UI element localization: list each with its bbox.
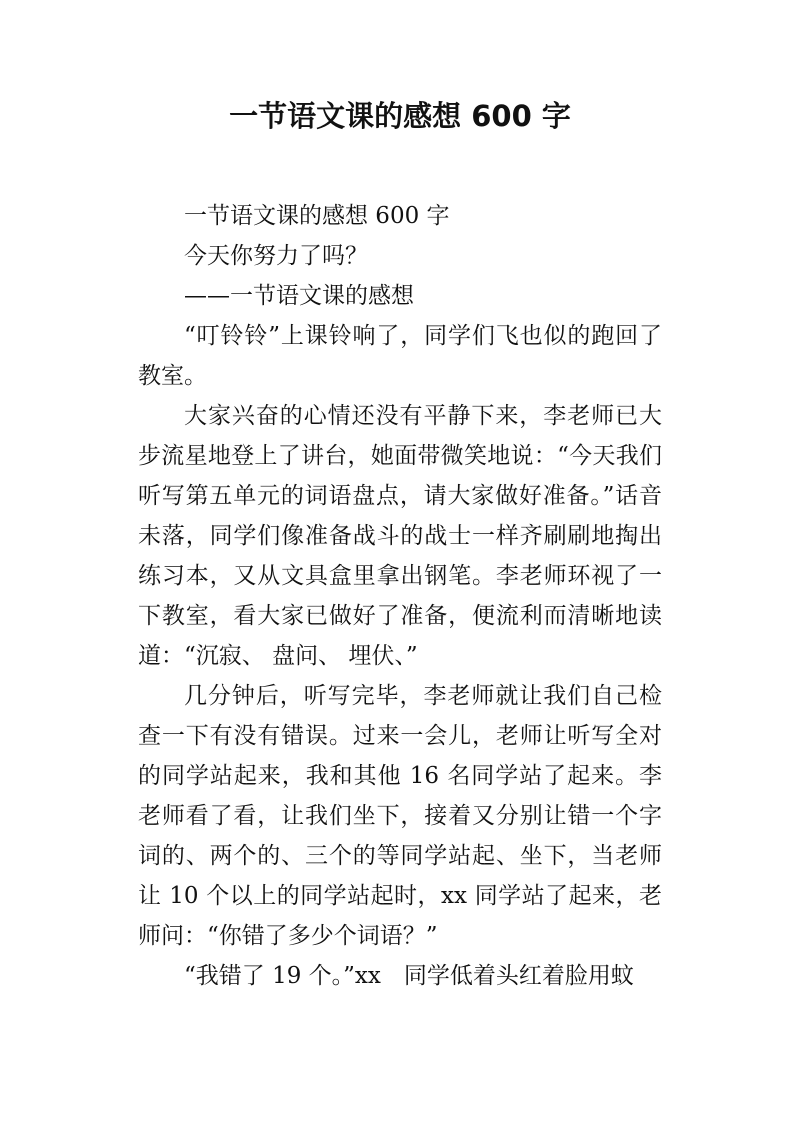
paragraph: 今天你努力了吗？	[184, 243, 368, 269]
paragraph: 大家兴奋的心情还没有平静下来，李老师已大步流星地登上了讲台，她面带微笑地说：“今天我们听写第五单元的词语盘点，请大家做好准备。”话音未落，同学们像准备战斗的战士一样齐刷刷地掏出练习本，又从文具盒里拿出钢笔。李老师环视了一下教室，看大家已做好了准备，便流利而清晰地读道：“沉寂、 盘问、 埋伏、”	[138, 403, 662, 669]
document-title: 一节语文课的感想 600 字	[229, 99, 571, 133]
document-body	[138, 196, 662, 996]
paragraph: “我错了 19 个。”xx 同学低着头红着脸用蚊	[184, 963, 634, 989]
paragraph: 一节语文课的感想 600 字	[184, 203, 450, 229]
paragraph: ——一节语文课的感想	[184, 283, 414, 309]
paragraph: “叮铃铃”上课铃响了，同学们飞也似的跑回了教室。	[138, 323, 662, 389]
paragraph: 几分钟后，听写完毕，李老师就让我们自己检查一下有没有错误。过来一会儿，老师让听写全对的同学站起来，我和其他 16 名同学站了起来。李老师看了看，让我们坐下，接着又分别让错一个字词的、两个的、三个的等同学站起、坐下，当老师让 10 个以上的同学站起时，xx 同学站了起来，老师问：“你错了多少个词语？”	[138, 683, 662, 949]
